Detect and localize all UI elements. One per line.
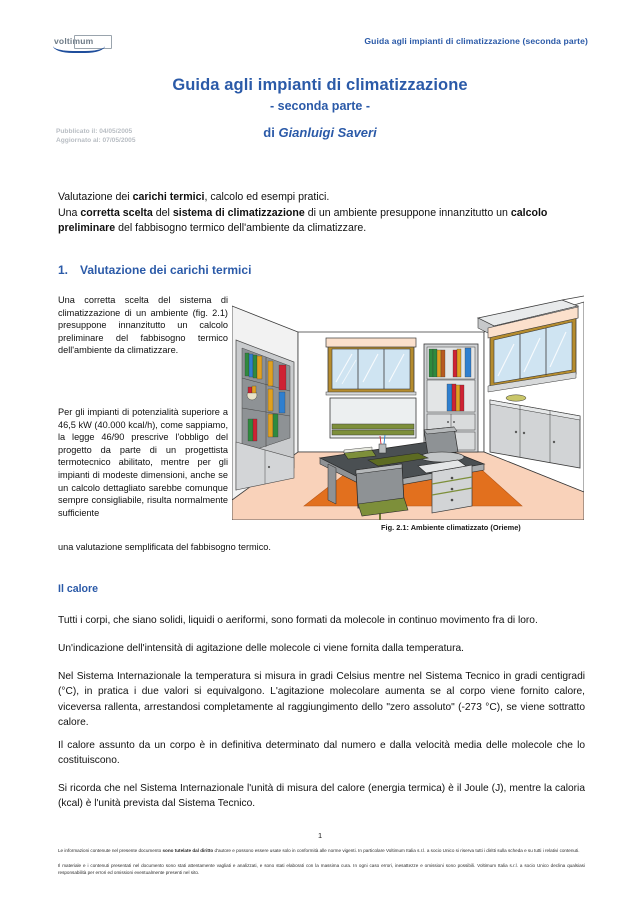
figure-climatized-room xyxy=(232,292,584,520)
intro-l1b: carichi termici xyxy=(132,191,205,203)
intro-l2g: del fabbisogno termico dell'ambiente da climatizzare. xyxy=(115,222,367,234)
intro-l1a: Valutazione dei xyxy=(58,191,133,203)
page-title: Guida agli impianti di climatizzazione xyxy=(172,76,468,94)
footer-disclaimer-line-2: Il materiale e i contenuti presentati nel documento sono stati attentamente vagliati e analizzati, e sono stati elaborati con la massima cura. In ogni caso errori, inesattezze e omissioni sono possibili. Voltimum Italia s.r.l. a socio Unico declina qualsiasi responsabilità per errori ed omissioni eventualmente presenti nel sito. xyxy=(58,863,585,876)
page-header xyxy=(52,34,588,60)
intro-l2d: sistema di climatizzazione xyxy=(172,206,305,219)
column-paragraph-2-tail: una valutazione semplificata del fabbisogno termico. xyxy=(58,542,271,552)
body-paragraph-5: Si ricorda che nel Sistema Internazionale l'unità di misura del calore (energia termica) è il Joule (J), mentre la caloria (kcal) è l'unità prevista dal Sistema Tecnico. xyxy=(58,783,585,810)
body-paragraph-3: Nel Sistema Internazionale la temperatura si misura in gradi Celsius mentre nel Sistema Tecnico in gradi centigradi (°C), in pratica i due valori si equivalgono. L'agitazione molecolare aumenta se al corpo viene fornito calore, viceversa rallenta, arrestandosi completamente al raggiungimento dello "zero assoluto" (-273 °C), se viene sottratto calore. xyxy=(58,671,585,729)
body-paragraph-1: Tutti i corpi, che siano solidi, liquidi o aeriformi, sono formati da molecole in continuo movimento fra di loro. xyxy=(58,615,538,626)
page-number: 1 xyxy=(317,831,323,840)
body-paragraph-2: Un'indicazione dell'intensità di agitazione delle molecole ci viene fornita dalla temperatura. xyxy=(58,643,464,654)
voltimum-logo[interactable] xyxy=(52,34,116,54)
intro-l2a: Una xyxy=(58,206,81,219)
published-date: Pubblicato il: 04/05/2005 xyxy=(56,128,133,135)
section-heading-2: Il calore xyxy=(58,583,99,595)
footer-l1b: sono tutelate dal diritto xyxy=(162,848,214,853)
logo-swoosh-icon xyxy=(53,46,105,53)
intro-l1c: , calcolo ed esempi pratici. xyxy=(204,191,330,203)
footer-l1a: Le informazioni contenute nel presente documento xyxy=(58,848,163,853)
body-paragraph-4: Il calore assunto da un corpo è in definitiva determinato dal numero e dalla velocità media delle molecole che lo costituiscono. xyxy=(58,740,585,767)
author-prefix: di xyxy=(263,125,279,140)
column-paragraph-1: Una corretta scelta del sistema di climatizzazione di un ambiente (fig. 2.1) presuppone innanzitutto un calcolo preliminare del fabbisogno termico dell'ambiente da climatizzare. xyxy=(58,295,228,356)
figure-caption: Fig. 2.1: Ambiente climatizzato (Orieme) xyxy=(381,523,521,532)
updated-date: Aggiornato al: 07/05/2005 xyxy=(56,137,136,144)
intro-paragraph xyxy=(58,190,585,237)
section-number-1: 1. xyxy=(58,263,69,277)
footer-l1c: d'autore e possono essere usate solo in conformità alle norme vigenti. In particolare Voltimum Italia s.r.l. a socio Unico si riserva tutti i diritti sulla scheda e su tutti i relativi contenuti. xyxy=(213,848,580,853)
intro-l2e: di un ambiente presuppone innanzitutto un xyxy=(304,206,511,219)
logo-wordmark: voltimum xyxy=(54,36,94,46)
footer-disclaimer-line-1 xyxy=(58,847,585,854)
publication-dates xyxy=(56,127,136,145)
page-subtitle: - seconda parte - xyxy=(269,99,371,113)
intro-l2c: del xyxy=(152,206,173,219)
running-title: Guida agli impianti di climatizzazione (seconda parte) xyxy=(364,36,588,46)
intro-l2f: calcolo preliminare xyxy=(58,206,548,234)
author-name: Gianluigi Saveri xyxy=(278,125,377,140)
column-paragraph-2: Per gli impianti di potenzialità superiore a 46,5 kW (40.000 kcal/h), come sappiamo, la legge 46/90 prescrive l'obbligo del progetto da parte di un progettista termotecnico abilitato, mentre per gli impianti di modeste dimensioni, anche se un calcolo dettagliato sarebbe comunque sempre consigliabile, risulta normalmente sufficiente xyxy=(58,407,228,518)
section-title-1: Valutazione dei carichi termici xyxy=(80,263,252,277)
intro-l2b: corretta scelta xyxy=(80,206,153,219)
section-heading-1 xyxy=(58,263,251,277)
